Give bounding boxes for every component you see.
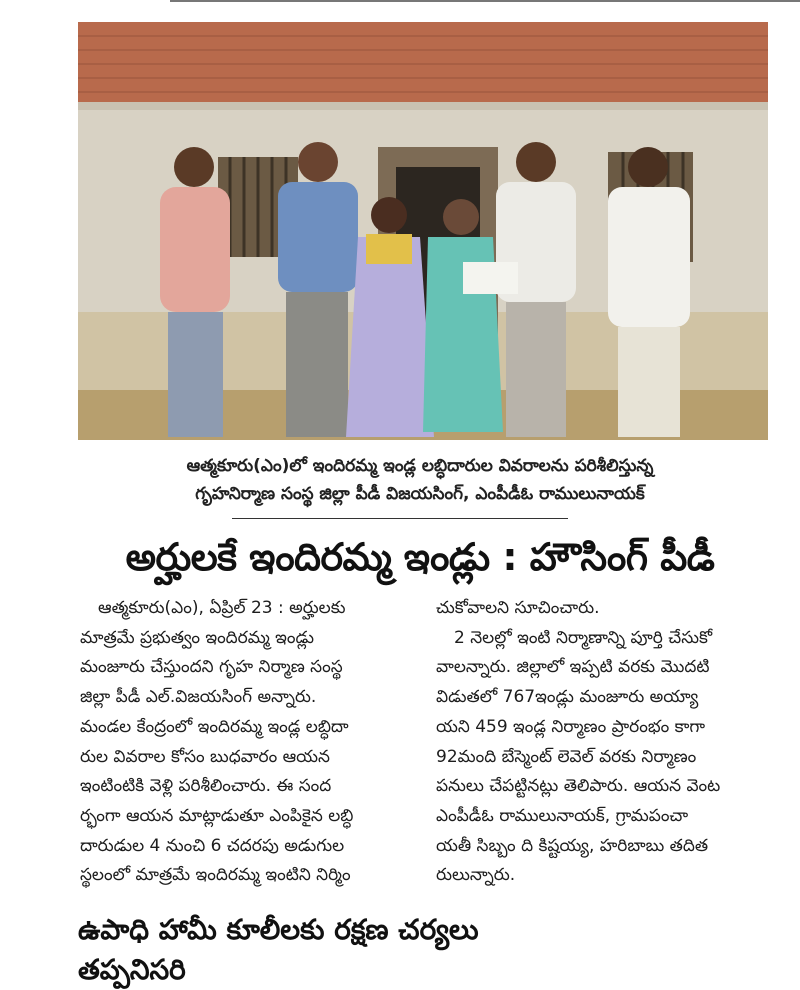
article-line: రులున్నారు. [436,865,516,886]
caption-line-2: గృహనిర్మాణ సంస్థ జిల్లా పీడీ విజయసింగ్, ఎంపీడీఓ రాములునాయక్ [195,484,645,504]
article-line: మంజూరు చేస్తుందని గృహ నిర్మాణ సంస్థ [80,657,343,678]
article-line: యని 459 ఇండ్ల నిర్మాణం ప్రారంభం కాగా [436,716,706,737]
article-line: ఆత్మకూరు(ఎం), ఏప్రిల్ 23 : అర్హులకు [98,598,346,618]
article-line: పనులు చేపట్టినట్లు తెలిపారు. ఆయన వెంట [436,776,721,797]
article-line: ర్భంగా ఆయన మాట్లాడుతూ ఎంపికైన లబ్ధి [80,805,354,826]
article-line: ఎంపీడీఓ రాములునాయక్, గ్రామపంచా [436,805,689,826]
article-line: 92మంది బేస్మెంట్ లెవెల్ వరకు నిర్మాణం [436,746,697,767]
article-line: యతీ సిబ్బం ది కిష్టయ్య, హరిబాబు తదిత [436,835,709,856]
document-paper [463,262,518,294]
next-article-headline: ఉపాధి హామీ కూలీలకు రక్షణ చర్యలు తప్పనిసరి [78,913,479,986]
photo-caption [60,452,780,508]
article-line: వాలన్నారు. జిల్లాలో ఇప్పటి వరకు మొదటి [436,657,710,678]
article-column-right [436,594,766,891]
article-line: 2 నెలల్లో ఇంటి నిర్మాణాన్ని పూర్తి చేసుకో [454,627,713,648]
article-headline: అర్హులకే ఇందిరమ్మ ఇండ్లు : హౌసింగ్ పీడీ [125,535,715,579]
person-2 [278,142,358,437]
top-divider [170,0,800,2]
article-line: ఇంటింటికి వెళ్లి పరిశీలించారు. ఈ సంద [80,776,332,797]
article-line: దారుడుల 4 నుంచి 6 చదరపు అడుగుల [80,835,345,856]
person-6 [608,147,690,437]
article-line: స్థలంలో మాత్రమే ఇందిరమ్మ ఇంటిని నిర్మిం [80,865,351,886]
news-photo [78,22,768,440]
caption-line-1: ఆత్మకూరు(ఎం)లో ఇందిరమ్మ ఇండ్ల లబ్ధిదారుల వివరాలను పరిశీలిస్తున్న [186,456,654,476]
photo-illustration [78,22,768,440]
person-1 [160,147,230,437]
article-line: చుకోవాలని సూచించారు. [436,598,600,618]
article-line: విడుతలో 767ఇండ్లు మంజూరు అయ్యా [436,687,699,708]
article-line: మాత్రమే ప్రభుత్వం ఇందిరమ్మ ఇండ్లు [80,627,314,648]
article-line: మండల కేంద్రంలో ఇందిరమ్మ ఇండ్ల లబ్ధిదా [80,716,349,737]
article-line: జిల్లా పీడీ ఎల్.విజయసింగ్ అన్నారు. [80,687,317,708]
article-column-left [80,594,420,891]
caption-divider [232,518,568,519]
article-line: రుల వివరాల కోసం బుధవారం ఆయన [80,746,330,767]
